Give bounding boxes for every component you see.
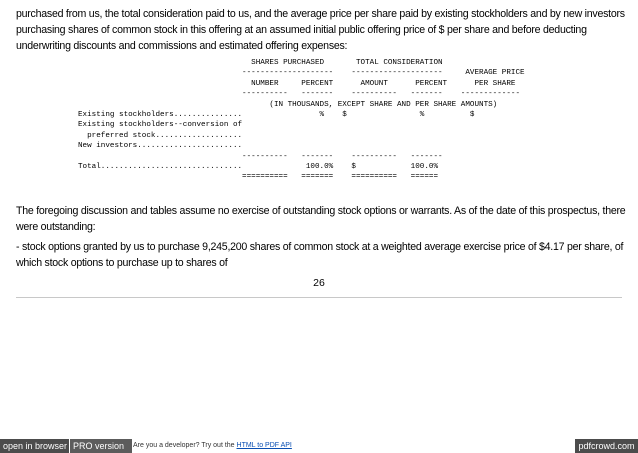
footer-promo — [133, 439, 292, 453]
open-in-browser-button[interactable]: open in browser — [0, 439, 69, 453]
paragraph-stock-options: - stock options granted by us to purchase 9,245,200 shares of common stock at a weighted average exercise price of $4.17 per share, of which stock options to purchase up to shares of — [16, 241, 624, 269]
pdfcrowd-footer — [0, 439, 638, 453]
dilution-table: SHARES PURCHASED TOTAL CONSIDERATION -------------------- -------------------- AVERAGE PRICE NUMBER PERCENT AMOUNT PERCENT PER SHARE ---------- ------- ---------- ------- ------------- (IN THOUSANDS, EXCEPT SHARE AND PER SHARE AMOUNTS) Existing stockholders............... % $ % $ Existing stockholders--conversion of preferred stock................... New investors....................... ---------- ------- ---------- ------- Total............................... 100.0% $ 100.0% ========== ======= ========== ====== — [78, 59, 525, 182]
page-number: 26 — [313, 277, 325, 289]
pro-version-button[interactable]: PRO version — [70, 439, 132, 453]
pdfcrowd-link[interactable]: pdfcrowd.com — [575, 439, 638, 453]
html-to-pdf-api-link[interactable]: HTML to PDF API — [236, 442, 292, 449]
promo-text: Are you a developer? Try out the — [133, 442, 235, 449]
paragraph-offering-intro: purchased from us, the total consideration paid to us, and the average price per share paid by existing stockholders and by new investors purchasing shares of common stock in this offering at an assumed initial public offering price of $ per share and before deducting underwriting discounts and commissions and estimated offering expenses: — [16, 8, 625, 52]
page-divider — [16, 297, 622, 298]
paragraph-options-assumption: The foregoing discussion and tables assume no exercise of outstanding stock options or warrants. As of the date of this prospectus, there were outstanding: — [16, 205, 626, 233]
